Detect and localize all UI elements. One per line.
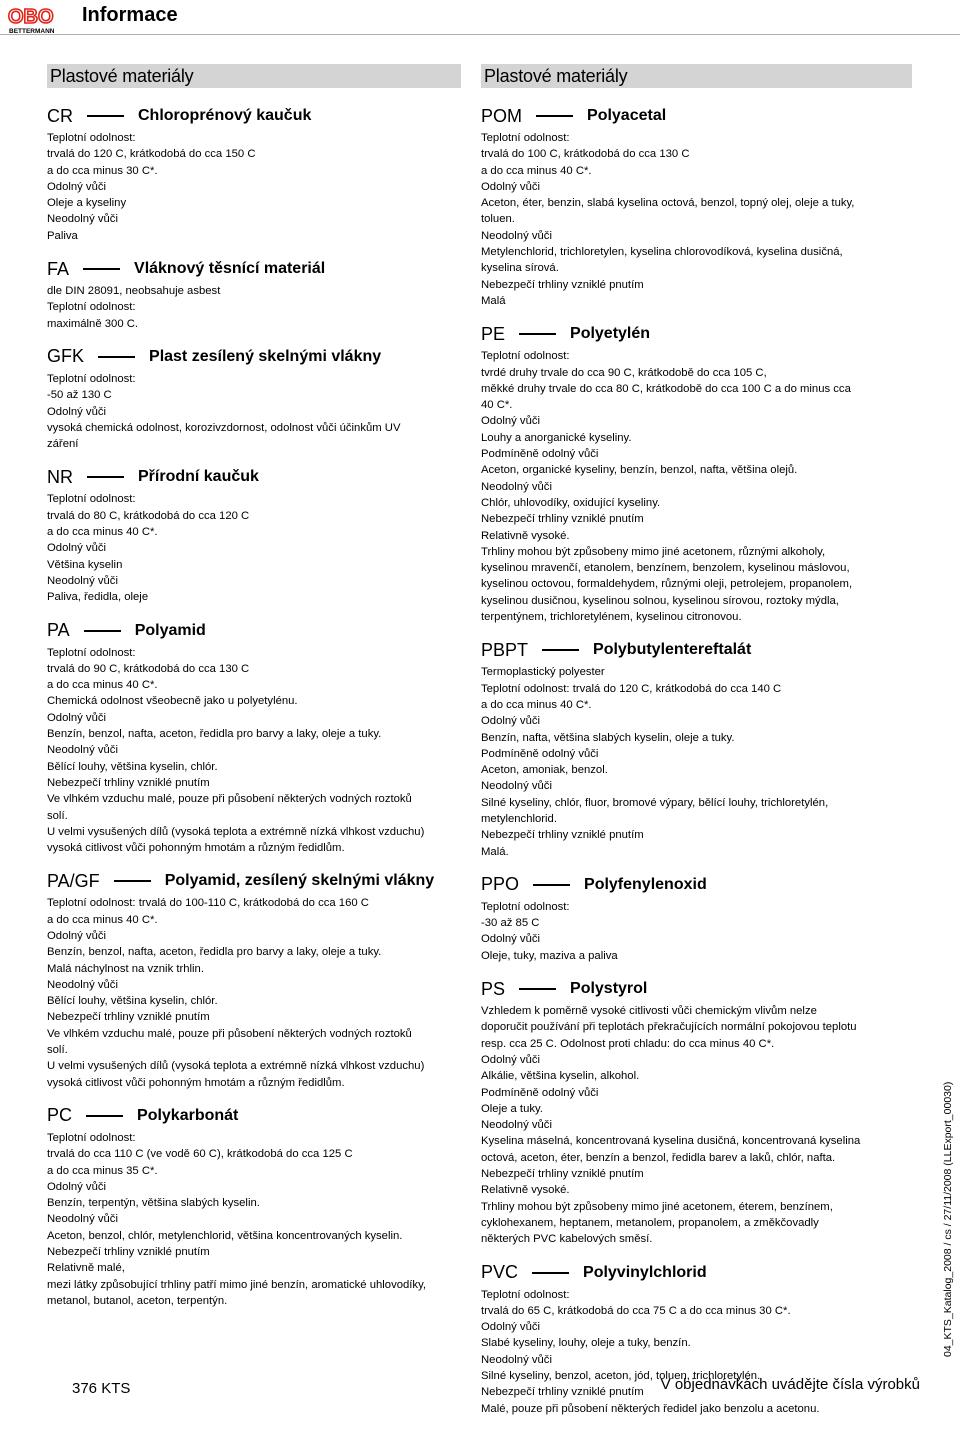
material-text-line: Teplotní odolnost: — [481, 1288, 570, 1301]
material-text-line: Většina kyselin — [47, 558, 123, 571]
material-text-line: Aceton, éter, benzin, slabá kyselina octová, benzol, topný olej, oleje a tuky, — [481, 197, 855, 210]
material-text-line: metylenchlorid. — [481, 812, 557, 825]
material-text-line: Louhy a anorganické kyseliny. — [481, 431, 632, 444]
material-heading — [47, 105, 461, 127]
material-text-line: některých PVC kabelových směsí. — [481, 1233, 653, 1246]
material-code: PVC — [481, 1262, 519, 1283]
material-text-line: a do cca minus 40 C*. — [47, 913, 158, 926]
material-entry — [481, 323, 912, 625]
material-name: Plast zesílený skelnými vlákny — [149, 347, 382, 365]
material-text-line: Chemická odolnost všeobecně jako u polyetylénu. — [47, 695, 298, 708]
dash-rule — [98, 356, 135, 358]
material-text-line: Benzín, nafta, většina slabých kyselin, oleje a tuky. — [481, 731, 735, 744]
section-title-left: Plastové materiály — [47, 64, 461, 88]
material-heading — [47, 346, 461, 368]
material-text-line: Aceton, organické kyseliny, benzín, benzol, nafta, většina olejů. — [481, 464, 798, 477]
material-text-line: kyselinou dusičnou, kyselinou solnou, kyselinou sírovou, roztoky mýdla, — [481, 594, 839, 607]
material-heading — [47, 258, 461, 280]
material-text-line: Aceton, benzol, chlór, metylenchlorid, většina koncentrovaných kyselin. — [47, 1229, 403, 1242]
material-text-line: Ve vlhkém vzduchu malé, pouze při působení některých vodných roztoků — [47, 793, 412, 806]
material-text-line: Bělící louhy, většina kyselin, chlór. — [47, 995, 218, 1008]
material-name: Chloroprénový kaučuk — [138, 107, 312, 124]
material-text-line: Malá — [481, 294, 506, 307]
material-entry — [47, 1105, 461, 1309]
material-text-line: Odolný vůči — [47, 929, 107, 942]
material-text-line: a do cca minus 40 C*. — [47, 679, 158, 692]
material-text-line: Neodolný vůči — [47, 978, 118, 991]
material-text-line: Nebezpečí trhliny vzniklé pnutím — [481, 278, 644, 291]
material-entry — [47, 258, 461, 332]
material-text-line: Kyselina máselná, koncentrovaná kyselina dusičná, koncentrovaná kyselina — [481, 1135, 861, 1148]
material-text-line: -30 až 85 C — [481, 917, 540, 930]
material-text-line: Odolný vůči — [47, 405, 107, 418]
material-text-line: Oleje, tuky, maziva a paliva — [481, 949, 618, 962]
material-heading — [481, 978, 912, 1000]
material-text-line: Teplotní odolnost: trvalá do 100-110 C, krátkodobá do cca 160 C — [47, 897, 369, 910]
material-name: Přírodní kaučuk — [138, 468, 259, 486]
material-text-line: trvalá do 90 C, krátkodobá do cca 130 C — [47, 662, 250, 675]
material-entry — [481, 1262, 912, 1417]
material-heading — [47, 620, 461, 642]
dash-rule — [86, 1115, 123, 1117]
material-text-line: trvalá do 65 C, krátkodobá do cca 75 C a do cca minus 30 C*. — [481, 1304, 791, 1317]
material-text-line: Bělící louhy, většina kyselin, chlór. — [47, 760, 218, 773]
dash-rule — [114, 880, 151, 882]
material-name: Polyetylén — [570, 325, 651, 343]
material-text-line: Relativně vysoké. — [481, 1184, 570, 1197]
material-text-line: Odolný vůči — [47, 542, 107, 555]
right-column — [481, 64, 912, 1431]
material-text-line: Teplotní odolnost: — [47, 372, 136, 385]
material-text-line: kyselinou mravenčí, etanolem, benzínem, benzolem, kyselinou máslovou, — [481, 562, 850, 575]
obo-logo — [6, 4, 61, 34]
material-text-line: Neodolný vůči — [47, 1213, 118, 1226]
dash-rule — [87, 476, 124, 478]
material-text-line: trvalá do 100 C, krátkodobá do cca 130 C — [481, 148, 690, 161]
dash-rule — [532, 1272, 569, 1274]
material-text-line: Malá náchylnost na vznik trhlin. — [47, 962, 204, 975]
material-entry — [481, 639, 912, 860]
material-text-line: -50 až 130 C — [47, 389, 112, 402]
material-text-line: Odolný vůči — [481, 933, 541, 946]
material-text-line: Oleje a kyseliny — [47, 197, 127, 210]
material-text-line: Teplotní odolnost: — [481, 350, 570, 363]
material-text-line: Nebezpečí trhliny vzniklé pnutím — [481, 829, 644, 842]
material-text-line: Nebezpečí trhliny vzniklé pnutím — [47, 776, 210, 789]
material-text-line: kyselinou octovou, formaldehydem, různými oleji, petrolejem, propanolem, — [481, 578, 853, 591]
material-name: Polybutylentereftalát — [593, 641, 752, 659]
material-text-line: a do cca minus 35 C*. — [47, 1164, 158, 1177]
material-name: Polyamid, zesílený skelnými vlákny — [164, 872, 435, 890]
material-name: Polyfenylenoxid — [584, 875, 707, 893]
material-text-line: maximálně 300 C. — [47, 317, 139, 330]
material-text-line: Ve vlhkém vzduchu malé, pouze při působení některých vodných roztoků — [47, 1027, 412, 1040]
logo-sub: BETTERMANN — [9, 28, 55, 34]
material-text-line: Oleje a tuky. — [481, 1102, 543, 1115]
material-text-line: Malé, pouze při působení některých ředidel jako benzolu a acetonu. — [481, 1402, 820, 1415]
page-title: Informace — [82, 4, 178, 26]
material-text-line: Podmíněně odolný vůči — [481, 1086, 599, 1099]
material-text-line: cyklohexanem, heptanem, metanolem, propanolem, a změkčovadly — [481, 1216, 819, 1229]
material-text-line: Vzhledem k poměrně vysoké citlivosti vůči chemickým vlivům nelze — [481, 1005, 817, 1018]
material-text-line: resp. cca 25 C. Odolnost proti chladu: do cca minus 40 C*. — [481, 1037, 775, 1050]
material-code: PA/GF — [47, 870, 100, 891]
material-code: PPO — [481, 874, 520, 895]
material-text-line: Aceton, amoniak, benzol. — [481, 764, 608, 777]
footer-note: V objednávkách uvádějte čísla výrobků — [660, 1376, 920, 1393]
material-text-line: Teplotní odolnost: — [481, 132, 570, 144]
dash-rule — [87, 115, 124, 117]
material-text-line: U velmi vysušených dílů (vysoká teplota a extrémně nízká vlhkost vzduchu) — [47, 825, 425, 838]
material-text-line: Odolný vůči — [481, 1321, 541, 1334]
material-text-line: Odolný vůči — [47, 711, 107, 724]
material-text-line: Odolný vůči — [481, 415, 541, 428]
material-text-line: Teplotní odolnost: — [47, 493, 136, 506]
material-heading — [481, 105, 912, 127]
dash-rule — [542, 649, 579, 651]
material-text-line: doporučit používání při teplotách překračujících normální pokojovou teplotu — [481, 1021, 857, 1034]
material-text-line: toluen. — [481, 213, 515, 226]
material-code: GFK — [47, 346, 85, 367]
material-heading — [47, 1105, 461, 1127]
logo-text: OBO — [8, 6, 54, 28]
material-text-line: vysoká chemická odolnost, korozivzdornost, odolnost vůči účinkům UV — [47, 421, 401, 434]
dash-rule — [536, 115, 573, 117]
material-text-line: a do cca minus 40 C*. — [481, 698, 592, 711]
material-text-line: Neodolný vůči — [481, 480, 552, 493]
material-name: Polyacetal — [587, 107, 667, 124]
material-text-line: Trhliny mohou být způsobeny mimo jiné acetonem, éterem, benzínem, — [481, 1200, 833, 1213]
material-text-line: měkké druhy trvale do cca 80 C, krátkodobě do cca 100 C a do minus cca — [481, 382, 851, 395]
material-text-line: Neodolný vůči — [47, 213, 118, 226]
material-entry — [47, 870, 461, 1091]
material-text-line: a do cca minus 40 C*. — [481, 164, 592, 177]
material-code: PBPT — [481, 639, 529, 660]
material-text-line: Benzín, benzol, nafta, aceton, ředidla pro barvy a laky, oleje a tuky. — [47, 728, 382, 741]
material-entry — [47, 346, 461, 452]
material-text-line: kyselina sírová. — [481, 262, 559, 275]
material-text-line: Benzín, terpentýn, většina slabých kyselin. — [47, 1197, 260, 1210]
material-code: PS — [481, 978, 506, 999]
material-text-line: 40 C*. — [481, 399, 513, 412]
material-entry — [47, 620, 461, 857]
material-name: Vláknový těsnící materiál — [134, 260, 326, 278]
material-text-line: solí. — [47, 1044, 68, 1057]
material-text-line: Teplotní odolnost: — [481, 900, 570, 913]
material-entry — [481, 978, 912, 1247]
material-name: Polyvinylchlorid — [583, 1263, 707, 1281]
material-text-line: trvalá do 80 C, krátkodobá do cca 120 C — [47, 509, 250, 522]
material-text-line: Odolný vůči — [47, 180, 107, 193]
section-title-right: Plastové materiály — [481, 64, 912, 88]
material-text-line: Teplotní odolnost: — [47, 301, 136, 314]
material-text-line: Termoplastický polyester — [481, 666, 605, 679]
material-text-line: Silné kyseliny, benzol, aceton, jód, toluen, trichloretylén. — [481, 1370, 761, 1382]
material-text-line: terpentýnem, trichloretylénem, kyselinou citronovou. — [481, 611, 742, 624]
dash-rule — [533, 884, 570, 886]
material-text-line: Nebezpečí trhliny vzniklé pnutím — [481, 1168, 644, 1181]
material-text-line: Trhliny mohou být způsobeny mimo jiné acetonem, různými alkoholy, — [481, 545, 826, 558]
material-entry — [47, 466, 461, 605]
material-text-line: octová, aceton, éter, benzín a benzol, ředidla barev a laků, chlór, nafta. — [481, 1151, 836, 1164]
left-column — [47, 64, 461, 1323]
material-code: FA — [47, 258, 70, 279]
material-text-line: vysoká citlivost vůči pohonným hmotám a různým ředidlům. — [47, 1076, 345, 1089]
material-text-line: Nebezpečí trhliny vzniklé pnutím — [481, 1386, 644, 1399]
material-text-line: a do cca minus 30 C*. — [47, 164, 158, 177]
material-entry — [47, 105, 461, 244]
material-entry — [481, 105, 912, 309]
material-text-line: trvalá do 120 C, krátkodobá do cca 150 C — [47, 148, 256, 161]
material-text-line: Relativně vysoké. — [481, 529, 570, 542]
material-text-line: Neodolný vůči — [47, 744, 118, 757]
material-name: Polystyrol — [570, 980, 648, 998]
material-heading — [481, 323, 912, 345]
material-text-line: Nebezpečí trhliny vzniklé pnutím — [481, 513, 644, 526]
material-code: CR — [47, 105, 73, 126]
material-text-line: a do cca minus 40 C*. — [47, 526, 158, 539]
material-text-line: tvrdé druhy trvale do cca 90 C, krátkodobě do cca 105 C, — [481, 366, 767, 379]
dash-rule — [83, 268, 120, 270]
material-text-line: dle DIN 28091, neobsahuje asbest — [47, 285, 221, 298]
material-name: Polyamid — [134, 621, 206, 639]
header-divider — [0, 34, 960, 35]
material-text-line: Nebezpečí trhliny vzniklé pnutím — [47, 1011, 210, 1024]
material-text-line: U velmi vysušených dílů (vysoká teplota a extrémně nízká vlhkost vzduchu) — [47, 1060, 425, 1073]
material-code: PE — [481, 323, 506, 344]
material-text-line: trvalá do cca 110 C (ve vodě 60 C), krátkodobá do cca 125 C — [47, 1148, 353, 1161]
material-text-line: Relativně malé, — [47, 1262, 125, 1275]
material-text-line: Benzín, benzol, nafta, aceton, ředidla pro barvy a laky, oleje a tuky. — [47, 946, 382, 959]
material-text-line: Neodolný vůči — [481, 1119, 552, 1132]
material-text-line: Teplotní odolnost: trvalá do 120 C, krátkodobá do cca 140 C — [481, 682, 782, 695]
material-text-line: Podmíněně odolný vůči — [481, 448, 599, 461]
material-text-line: Malá. — [481, 845, 509, 858]
material-text-line: Neodolný vůči — [481, 780, 552, 793]
material-text-line: Odolný vůči — [481, 1053, 541, 1066]
material-code: NR — [47, 466, 73, 487]
material-text-line: Neodolný vůči — [47, 574, 118, 587]
material-text-line: Slabé kyseliny, louhy, oleje a tuky, benzín. — [481, 1337, 691, 1350]
material-code: POM — [481, 105, 523, 126]
material-code: PC — [47, 1105, 73, 1126]
material-heading — [481, 639, 912, 661]
page-header — [0, 0, 960, 34]
material-text-line: metanol, butanol, aceton, terpentýn. — [47, 1294, 228, 1307]
material-heading — [481, 1262, 912, 1284]
material-code: PA — [47, 620, 70, 641]
material-text-line: Silné kyseliny, chlór, fluor, bromové výpary, bělící louhy, trichloretylén, — [481, 796, 829, 809]
material-text-line: Alkálie, většina kyselin, alkohol. — [481, 1070, 640, 1083]
material-text-line: Odolný vůči — [481, 715, 541, 728]
material-text-line: mezi látky způsobující trhliny patří mimo jiné benzín, aromatické uhlovodíky, — [47, 1278, 427, 1291]
material-text-line: vysoká citlivost vůči pohonným hmotám a různým ředidlům. — [47, 842, 345, 855]
page-number: 376 KTS — [72, 1380, 131, 1397]
material-heading — [481, 874, 912, 896]
material-name: Polykarbonát — [137, 1106, 239, 1124]
dash-rule — [519, 333, 556, 335]
material-text-line: Neodolný vůči — [481, 1353, 552, 1366]
side-catalog-id: 04_KTS_Katalog_2008 / cs / 27/11/2008 (LLExport_00030) — [942, 1081, 954, 1357]
material-text-line: Teplotní odolnost: — [47, 1131, 136, 1144]
material-text-line: solí. — [47, 809, 68, 822]
material-text-line: Neodolný vůči — [481, 229, 552, 242]
material-text-line: Odolný vůči — [47, 1180, 107, 1193]
material-heading — [47, 466, 461, 488]
dash-rule — [519, 988, 556, 990]
material-text-line: Podmíněně odolný vůči — [481, 747, 599, 760]
material-text-line: Odolný vůči — [481, 180, 541, 193]
material-heading — [47, 870, 461, 892]
dash-rule — [84, 630, 121, 632]
material-text-line: Paliva, ředidla, oleje — [47, 591, 149, 604]
material-text-line: Teplotní odolnost: — [47, 646, 136, 659]
material-text-line: Metylenchlorid, trichloretylen, kyselina chlorovodíková, kyselina dusičná, — [481, 246, 843, 259]
material-entry — [481, 874, 912, 964]
material-text-line: záření — [47, 438, 79, 451]
material-text-line: Teplotní odolnost: — [47, 132, 136, 144]
material-text-line: Nebezpečí trhliny vzniklé pnutím — [47, 1246, 210, 1259]
material-text-line: Chlór, uhlovodíky, oxidující kyseliny. — [481, 496, 661, 509]
material-text-line: Paliva — [47, 229, 78, 242]
